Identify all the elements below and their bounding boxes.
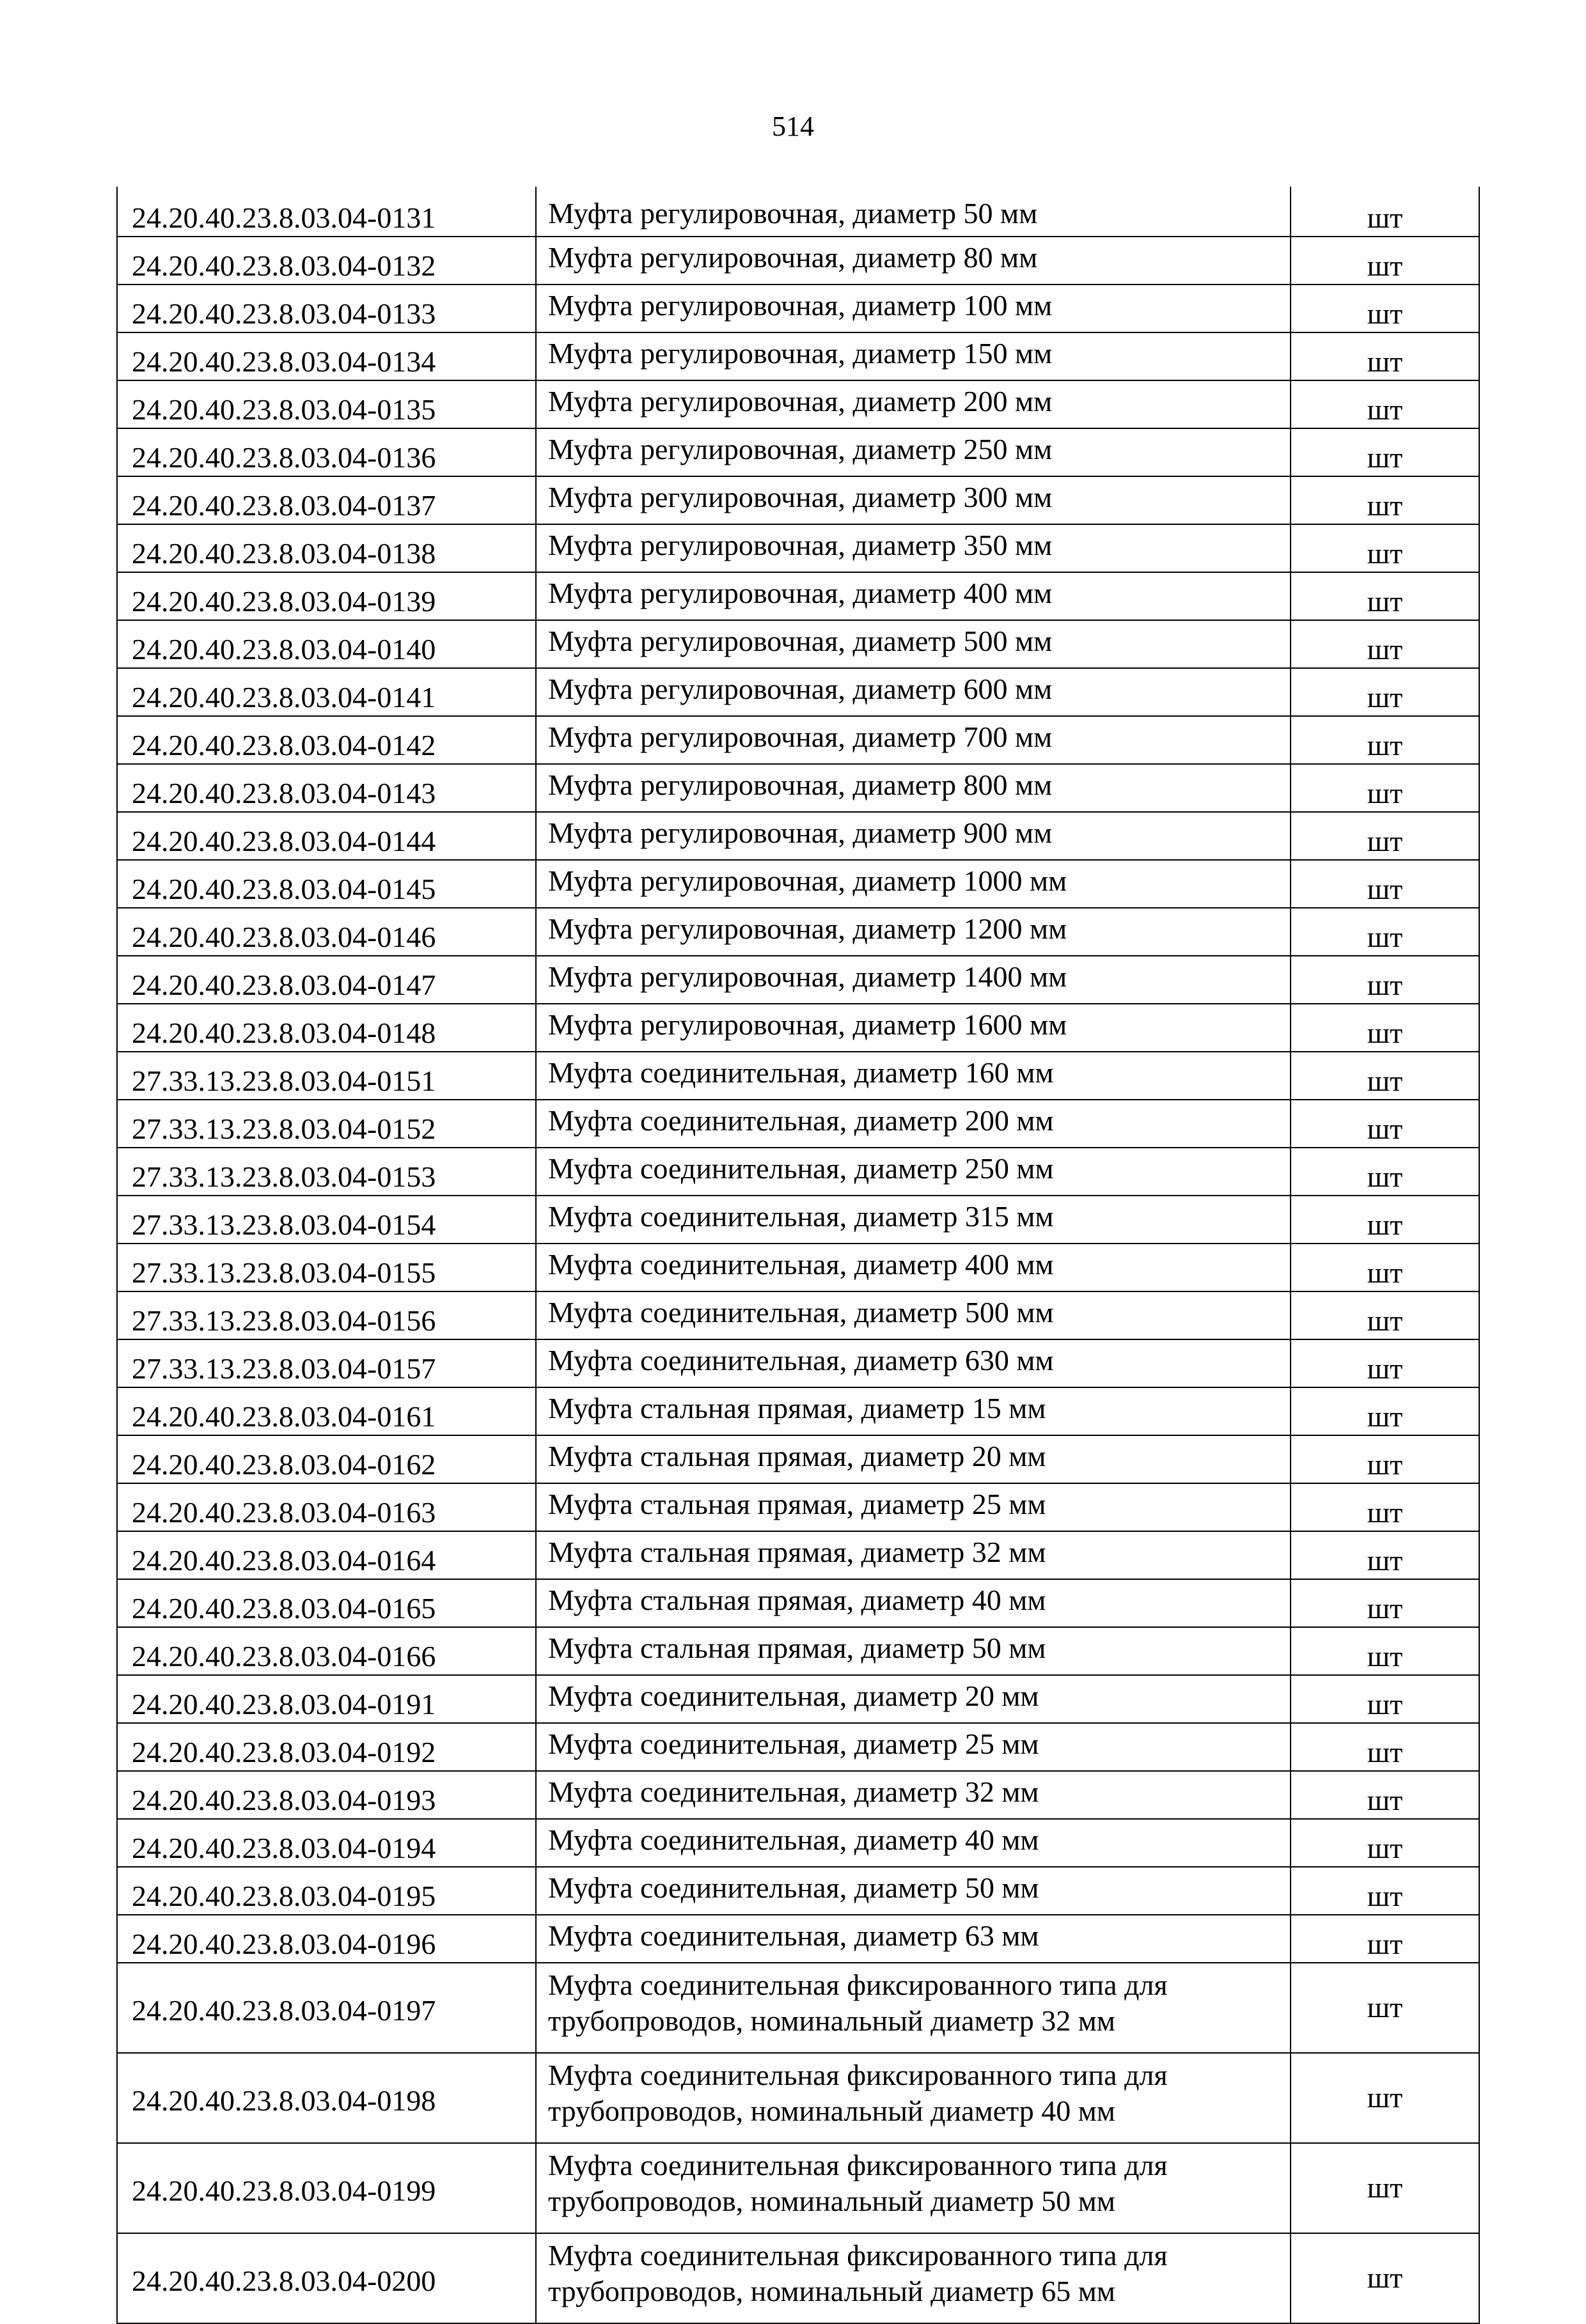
resource-name: Муфта соединительная, диаметр 160 мм <box>536 1052 1291 1100</box>
resource-code: 27.33.13.23.8.03.04-0157 <box>117 1339 536 1387</box>
resource-code: 24.20.40.23.8.03.04-0137 <box>117 476 536 524</box>
table-row <box>117 1675 1479 1723</box>
resource-name: Муфта соединительная фиксированного типа для трубопроводов, номинальный диаметр 50 мм <box>536 2143 1291 2233</box>
unit-of-measure: шт <box>1291 716 1479 764</box>
unit-of-measure: шт <box>1291 1100 1479 1148</box>
table-row <box>117 1819 1479 1867</box>
unit-of-measure: шт <box>1291 1387 1479 1435</box>
resource-code: 24.20.40.23.8.03.04-0192 <box>117 1723 536 1771</box>
resource-name: Муфта соединительная фиксированного типа для трубопроводов, номинальный диаметр 40 мм <box>536 2053 1291 2143</box>
resource-name: Муфта соединительная фиксированного типа для трубопроводов, номинальный диаметр 65 мм <box>536 2233 1291 2323</box>
resource-code: 24.20.40.23.8.03.04-0195 <box>117 1867 536 1915</box>
resource-name: Муфта стальная прямая, диаметр 25 мм <box>536 1483 1291 1531</box>
resource-name: Муфта соединительная, диаметр 63 мм <box>536 1915 1291 1963</box>
table-row <box>117 1339 1479 1387</box>
resource-code: 24.20.40.23.8.03.04-0147 <box>117 956 536 1004</box>
resource-code: 24.20.40.23.8.03.04-0138 <box>117 524 536 572</box>
resource-code: 24.20.40.23.8.03.04-0141 <box>117 668 536 716</box>
unit-of-measure: шт <box>1291 956 1479 1004</box>
resource-name: Муфта соединительная, диаметр 315 мм <box>536 1196 1291 1244</box>
unit-of-measure: шт <box>1291 1675 1479 1723</box>
resource-code: 24.20.40.23.8.03.04-0163 <box>117 1483 536 1531</box>
resource-code: 24.20.40.23.8.03.04-0166 <box>117 1627 536 1675</box>
resource-name: Муфта регулировочная, диаметр 1000 мм <box>536 860 1291 908</box>
resource-name: Муфта регулировочная, диаметр 80 мм <box>536 237 1291 285</box>
table-row <box>117 1387 1479 1435</box>
resource-name: Муфта регулировочная, диаметр 1200 мм <box>536 908 1291 956</box>
resource-code: 24.20.40.23.8.03.04-0191 <box>117 1675 536 1723</box>
unit-of-measure: шт <box>1291 908 1479 956</box>
resource-code: 24.20.40.23.8.03.04-0199 <box>117 2143 536 2233</box>
table-row <box>117 668 1479 716</box>
unit-of-measure: шт <box>1291 187 1479 237</box>
resource-name: Муфта регулировочная, диаметр 800 мм <box>536 764 1291 812</box>
table-row <box>117 380 1479 428</box>
unit-of-measure: шт <box>1291 1148 1479 1196</box>
resource-code: 24.20.40.23.8.03.04-0196 <box>117 1915 536 1963</box>
resource-code: 24.20.40.23.8.03.04-0144 <box>117 812 536 860</box>
table-row <box>117 956 1479 1004</box>
resource-code: 24.20.40.23.8.03.04-0198 <box>117 2053 536 2143</box>
resource-name: Муфта регулировочная, диаметр 150 мм <box>536 332 1291 380</box>
resource-name: Муфта соединительная, диаметр 400 мм <box>536 1244 1291 1291</box>
resource-code: 27.33.13.23.8.03.04-0151 <box>117 1052 536 1100</box>
page-number: 514 <box>772 111 814 142</box>
table-row <box>117 1435 1479 1483</box>
resource-name: Муфта стальная прямая, диаметр 40 мм <box>536 1579 1291 1627</box>
resource-code: 27.33.13.23.8.03.04-0155 <box>117 1244 536 1291</box>
resource-name: Муфта регулировочная, диаметр 250 мм <box>536 428 1291 476</box>
unit-of-measure: шт <box>1291 380 1479 428</box>
resource-name: Муфта регулировочная, диаметр 300 мм <box>536 476 1291 524</box>
resource-name: Муфта стальная прямая, диаметр 20 мм <box>536 1435 1291 1483</box>
resource-code: 24.20.40.23.8.03.04-0133 <box>117 285 536 332</box>
resource-name: Муфта соединительная, диаметр 20 мм <box>536 1675 1291 1723</box>
resource-name: Муфта соединительная фиксированного типа для трубопроводов, номинальный диаметр 32 мм <box>536 1963 1291 2053</box>
resource-name: Муфта соединительная, диаметр 500 мм <box>536 1291 1291 1339</box>
table-row <box>117 2233 1479 2323</box>
table-row <box>117 1531 1479 1579</box>
unit-of-measure: шт <box>1291 1531 1479 1579</box>
resource-code: 27.33.13.23.8.03.04-0153 <box>117 1148 536 1196</box>
unit-of-measure: шт <box>1291 1339 1479 1387</box>
resource-code: 24.20.40.23.8.03.04-0134 <box>117 332 536 380</box>
unit-of-measure: шт <box>1291 812 1479 860</box>
resource-name: Муфта соединительная, диаметр 25 мм <box>536 1723 1291 1771</box>
table-row <box>117 572 1479 620</box>
resource-name: Муфта соединительная, диаметр 40 мм <box>536 1819 1291 1867</box>
table-row <box>117 524 1479 572</box>
unit-of-measure: шт <box>1291 332 1479 380</box>
table-row <box>117 332 1479 380</box>
resource-name: Муфта регулировочная, диаметр 350 мм <box>536 524 1291 572</box>
resource-code: 24.20.40.23.8.03.04-0148 <box>117 1004 536 1052</box>
unit-of-measure: шт <box>1291 1819 1479 1867</box>
table-row <box>117 860 1479 908</box>
unit-of-measure: шт <box>1291 524 1479 572</box>
table-row <box>117 1196 1479 1244</box>
unit-of-measure: шт <box>1291 428 1479 476</box>
table-row <box>117 285 1479 332</box>
resource-name: Муфта регулировочная, диаметр 900 мм <box>536 812 1291 860</box>
table-row <box>117 428 1479 476</box>
resource-name: Муфта стальная прямая, диаметр 50 мм <box>536 1627 1291 1675</box>
unit-of-measure: шт <box>1291 1963 1479 2053</box>
resource-name: Муфта регулировочная, диаметр 500 мм <box>536 620 1291 668</box>
resource-code: 24.20.40.23.8.03.04-0139 <box>117 572 536 620</box>
table-row <box>117 1723 1479 1771</box>
unit-of-measure: шт <box>1291 2053 1479 2143</box>
resource-name: Муфта регулировочная, диаметр 600 мм <box>536 668 1291 716</box>
table-row <box>117 2143 1479 2233</box>
unit-of-measure: шт <box>1291 1723 1479 1771</box>
resource-code: 24.20.40.23.8.03.04-0131 <box>117 187 536 237</box>
unit-of-measure: шт <box>1291 1867 1479 1915</box>
table-row <box>117 1291 1479 1339</box>
resource-name: Муфта соединительная, диаметр 200 мм <box>536 1100 1291 1148</box>
resource-code: 24.20.40.23.8.03.04-0145 <box>117 860 536 908</box>
table-row <box>117 908 1479 956</box>
table-row <box>117 1483 1479 1531</box>
resource-code: 24.20.40.23.8.03.04-0194 <box>117 1819 536 1867</box>
table-row <box>117 187 1479 237</box>
resource-code: 24.20.40.23.8.03.04-0162 <box>117 1435 536 1483</box>
resource-name: Муфта регулировочная, диаметр 1400 мм <box>536 956 1291 1004</box>
unit-of-measure: шт <box>1291 1483 1479 1531</box>
unit-of-measure: шт <box>1291 237 1479 285</box>
table-row <box>117 812 1479 860</box>
unit-of-measure: шт <box>1291 2233 1479 2323</box>
resource-code: 24.20.40.23.8.03.04-0132 <box>117 237 536 285</box>
unit-of-measure: шт <box>1291 285 1479 332</box>
table-row <box>117 1244 1479 1291</box>
unit-of-measure: шт <box>1291 1627 1479 1675</box>
resource-code: 24.20.40.23.8.03.04-0136 <box>117 428 536 476</box>
resource-name: Муфта регулировочная, диаметр 700 мм <box>536 716 1291 764</box>
resource-code: 24.20.40.23.8.03.04-0165 <box>117 1579 536 1627</box>
unit-of-measure: шт <box>1291 860 1479 908</box>
unit-of-measure: шт <box>1291 1244 1479 1291</box>
resource-name: Муфта соединительная, диаметр 32 мм <box>536 1771 1291 1819</box>
unit-of-measure: шт <box>1291 2143 1479 2233</box>
resource-table <box>116 187 1480 2324</box>
unit-of-measure: шт <box>1291 620 1479 668</box>
resource-name: Муфта регулировочная, диаметр 50 мм <box>536 187 1291 237</box>
table-row <box>117 1963 1479 2053</box>
unit-of-measure: шт <box>1291 1579 1479 1627</box>
resource-code: 24.20.40.23.8.03.04-0197 <box>117 1963 536 2053</box>
unit-of-measure: шт <box>1291 1196 1479 1244</box>
resource-code: 27.33.13.23.8.03.04-0156 <box>117 1291 536 1339</box>
table-row <box>117 2053 1479 2143</box>
table-row <box>117 476 1479 524</box>
resource-code: 24.20.40.23.8.03.04-0143 <box>117 764 536 812</box>
table-row <box>117 764 1479 812</box>
resource-name: Муфта регулировочная, диаметр 1600 мм <box>536 1004 1291 1052</box>
resource-name: Муфта регулировочная, диаметр 200 мм <box>536 380 1291 428</box>
table-row <box>117 1004 1479 1052</box>
unit-of-measure: шт <box>1291 668 1479 716</box>
resource-code: 24.20.40.23.8.03.04-0161 <box>117 1387 536 1435</box>
resource-name: Муфта регулировочная, диаметр 100 мм <box>536 285 1291 332</box>
table-row <box>117 1148 1479 1196</box>
table-row <box>117 1627 1479 1675</box>
resource-name: Муфта соединительная, диаметр 50 мм <box>536 1867 1291 1915</box>
table-row <box>117 1867 1479 1915</box>
table-row <box>117 716 1479 764</box>
table-row <box>117 1052 1479 1100</box>
resource-name: Муфта соединительная, диаметр 250 мм <box>536 1148 1291 1196</box>
resource-code: 27.33.13.23.8.03.04-0152 <box>117 1100 536 1148</box>
unit-of-measure: шт <box>1291 1771 1479 1819</box>
resource-code: 24.20.40.23.8.03.04-0135 <box>117 380 536 428</box>
unit-of-measure: шт <box>1291 1915 1479 1963</box>
unit-of-measure: шт <box>1291 572 1479 620</box>
resource-code: 24.20.40.23.8.03.04-0146 <box>117 908 536 956</box>
unit-of-measure: шт <box>1291 764 1479 812</box>
table-row <box>117 237 1479 285</box>
table-body <box>117 187 1479 2323</box>
resource-name: Муфта стальная прямая, диаметр 15 мм <box>536 1387 1291 1435</box>
resource-name: Муфта стальная прямая, диаметр 32 мм <box>536 1531 1291 1579</box>
unit-of-measure: шт <box>1291 1435 1479 1483</box>
table-row <box>117 1100 1479 1148</box>
table-row <box>117 1771 1479 1819</box>
unit-of-measure: шт <box>1291 1004 1479 1052</box>
resource-code: 24.20.40.23.8.03.04-0193 <box>117 1771 536 1819</box>
unit-of-measure: шт <box>1291 476 1479 524</box>
table-row <box>117 620 1479 668</box>
table-row <box>117 1915 1479 1963</box>
resource-code: 27.33.13.23.8.03.04-0154 <box>117 1196 536 1244</box>
resource-code: 24.20.40.23.8.03.04-0140 <box>117 620 536 668</box>
resource-code: 24.20.40.23.8.03.04-0164 <box>117 1531 536 1579</box>
resource-name: Муфта регулировочная, диаметр 400 мм <box>536 572 1291 620</box>
unit-of-measure: шт <box>1291 1291 1479 1339</box>
resource-code: 24.20.40.23.8.03.04-0200 <box>117 2233 536 2323</box>
table-row <box>117 1579 1479 1627</box>
resource-name: Муфта соединительная, диаметр 630 мм <box>536 1339 1291 1387</box>
resource-code: 24.20.40.23.8.03.04-0142 <box>117 716 536 764</box>
unit-of-measure: шт <box>1291 1052 1479 1100</box>
